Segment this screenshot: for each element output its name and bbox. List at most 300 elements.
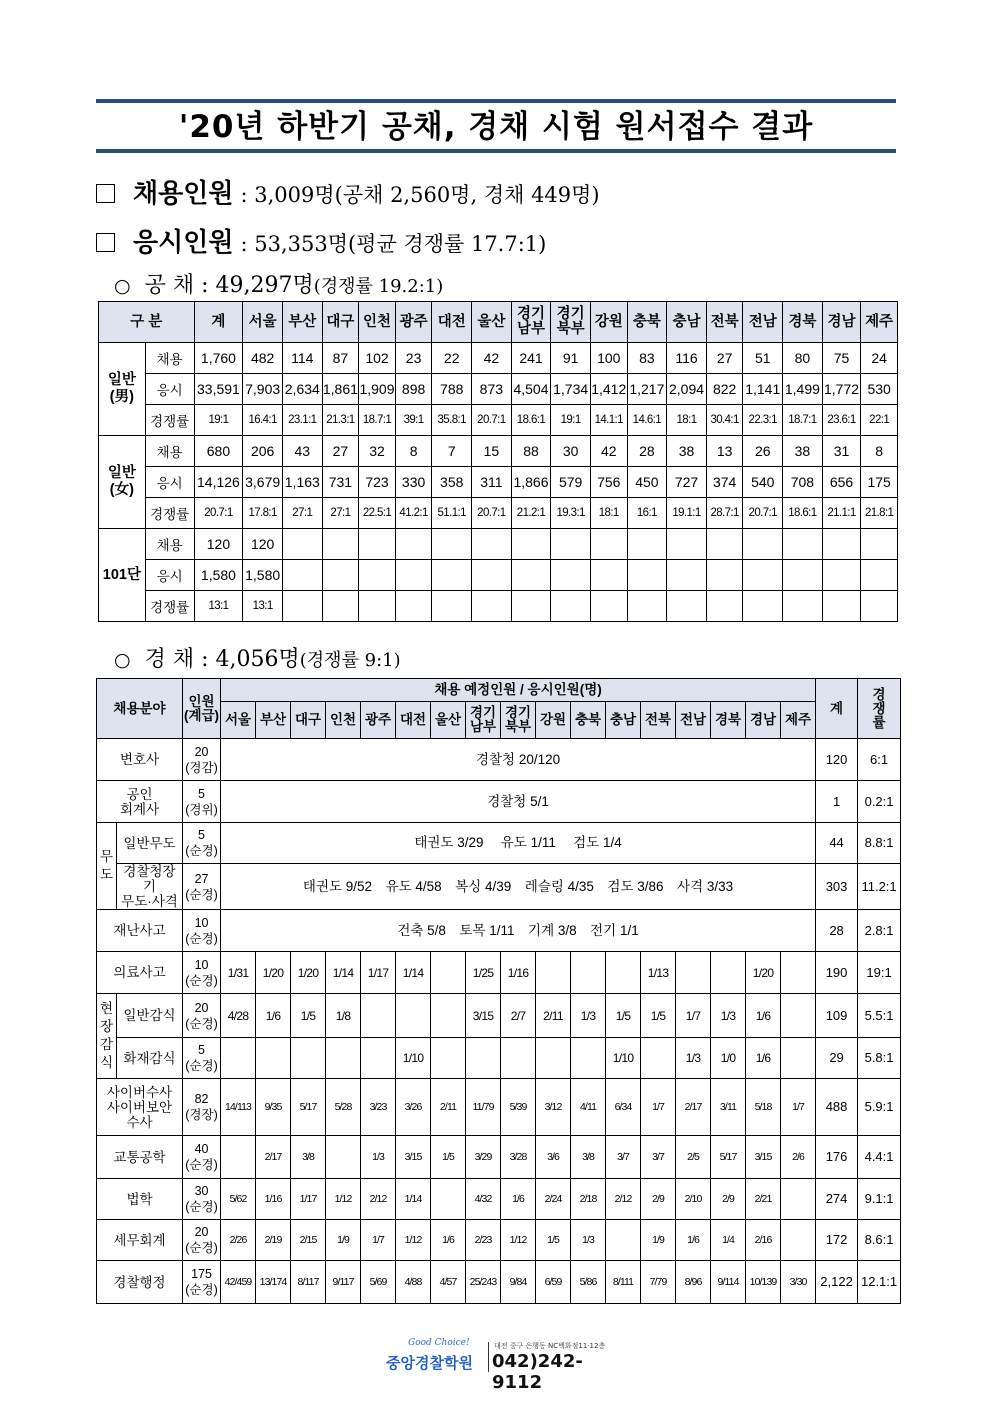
col-header: 부산 xyxy=(282,302,322,343)
table-cell xyxy=(291,1038,326,1079)
col-header-region: 충북 xyxy=(571,702,606,739)
table-cell xyxy=(783,560,823,591)
table-cell: 1/16 xyxy=(256,1179,291,1220)
table-cell: 3/30 xyxy=(781,1261,816,1304)
table-cell xyxy=(511,591,551,622)
table-cell: 120 xyxy=(243,529,283,560)
col-header-region: 인천 xyxy=(326,702,361,739)
total-cell: 1 xyxy=(816,781,858,823)
total-cell: 109 xyxy=(816,994,858,1038)
table-cell: 3/23 xyxy=(361,1079,396,1136)
hire-label: 채용인원 xyxy=(133,179,234,209)
table-cell: 374 xyxy=(706,467,743,498)
table-cell: 1,141 xyxy=(743,374,783,405)
table-cell xyxy=(395,560,432,591)
table-cell: 5/28 xyxy=(326,1079,361,1136)
table-cell xyxy=(359,529,396,560)
apply-label: 응시인원 xyxy=(133,228,234,258)
table-cell: 19.3:1 xyxy=(551,498,591,529)
col-header: 울산 xyxy=(472,302,512,343)
persons-cell: 30 (순경) xyxy=(183,1179,221,1220)
table-cell: 358 xyxy=(432,467,472,498)
table-cell: 16:1 xyxy=(627,498,667,529)
field-label: 일반감식 xyxy=(117,994,183,1038)
table-cell: 2/11 xyxy=(536,994,571,1038)
table-cell: 25/243 xyxy=(466,1261,501,1304)
table-cell xyxy=(571,1038,606,1079)
persons-cell: 20 (경감) xyxy=(183,739,221,781)
table-cell xyxy=(781,952,816,994)
table-cell: 1/20 xyxy=(746,952,781,994)
table-cell: 2/12 xyxy=(606,1179,641,1220)
table-cell: 2/12 xyxy=(361,1179,396,1220)
table-cell xyxy=(743,560,783,591)
rate-cell: 5.8:1 xyxy=(858,1038,901,1079)
table-cell: 1,909 xyxy=(359,374,396,405)
table-row xyxy=(99,467,898,498)
field-label: 공인 회계사 xyxy=(97,781,183,823)
table-cell xyxy=(606,1220,641,1261)
persons-cell: 10 (순경) xyxy=(183,910,221,952)
table-cell: 3/29 xyxy=(466,1136,501,1179)
table-cell: 2/19 xyxy=(256,1220,291,1261)
table-cell xyxy=(221,1136,256,1179)
table-cell xyxy=(322,560,359,591)
table-cell: 788 xyxy=(432,374,472,405)
table-cell-merged: 태권도 9/52 유도 4/58 복싱 4/39 레슬링 4/35 검도 3/86 사격 3/33 xyxy=(221,864,816,910)
table-cell: 1/12 xyxy=(396,1220,431,1261)
table-cell: 1,734 xyxy=(551,374,591,405)
table-cell: 1/7 xyxy=(676,994,711,1038)
table-cell: 42 xyxy=(472,343,512,374)
table-row xyxy=(99,374,898,405)
table-cell: 9/84 xyxy=(501,1261,536,1304)
col-header-region: 경기 북부 xyxy=(501,702,536,739)
field-label: 화재감식 xyxy=(117,1038,183,1079)
table-row xyxy=(99,560,898,591)
table-row xyxy=(97,823,901,864)
table-cell: 1/3 xyxy=(676,1038,711,1079)
table-cell: 38 xyxy=(783,436,823,467)
table-cell xyxy=(676,952,711,994)
table-cell xyxy=(590,591,627,622)
row-label: 경쟁률 xyxy=(145,498,194,529)
row-label: 경쟁률 xyxy=(145,405,194,436)
table-cell: 727 xyxy=(667,467,707,498)
checkbox-square-icon xyxy=(96,233,115,252)
table-cell xyxy=(282,591,322,622)
table-cell: 1/12 xyxy=(326,1179,361,1220)
open-label: 공 채 : 49,297명 xyxy=(144,273,314,298)
table-cell: 19:1 xyxy=(194,405,243,436)
table-cell: 21.3:1 xyxy=(322,405,359,436)
table-cell xyxy=(861,560,898,591)
table-cell: 1,760 xyxy=(194,343,243,374)
table-cell: 43 xyxy=(282,436,322,467)
table-cell: 13/174 xyxy=(256,1261,291,1304)
footer-phone: 042)242-9112 xyxy=(492,1351,583,1393)
table-cell: 3/12 xyxy=(536,1079,571,1136)
table-cell xyxy=(432,591,472,622)
table-cell: 1/3 xyxy=(571,1220,606,1261)
table-cell xyxy=(627,591,667,622)
table-cell: 731 xyxy=(322,467,359,498)
table-row xyxy=(97,1261,901,1304)
table-cell: 1/9 xyxy=(326,1220,361,1261)
table-cell: 18:1 xyxy=(667,405,707,436)
table-cell: 14.1:1 xyxy=(590,405,627,436)
col-header: 경기 남부 xyxy=(511,302,551,343)
table-cell: 2/21 xyxy=(746,1179,781,1220)
rate-cell: 8.6:1 xyxy=(858,1220,901,1261)
table-cell: 1/6 xyxy=(256,994,291,1038)
table-cell: 42/459 xyxy=(221,1261,256,1304)
table-cell xyxy=(472,560,512,591)
rate-cell: 2.8:1 xyxy=(858,910,901,952)
table-cell xyxy=(432,529,472,560)
table-cell xyxy=(361,994,396,1038)
table-cell: 8/96 xyxy=(676,1261,711,1304)
table-cell: 4/57 xyxy=(431,1261,466,1304)
table-cell xyxy=(432,560,472,591)
table-cell: 756 xyxy=(590,467,627,498)
table-cell: 13 xyxy=(706,436,743,467)
footer-divider xyxy=(488,1342,489,1372)
col-header: 계 xyxy=(194,302,243,343)
table-row xyxy=(97,1079,901,1136)
table-cell: 1/6 xyxy=(501,1179,536,1220)
col-header-region: 제주 xyxy=(781,702,816,739)
table-cell: 1,866 xyxy=(511,467,551,498)
table-row xyxy=(99,436,898,467)
col-header-group: 채용 예정인원 / 응시인원(명) xyxy=(221,679,816,702)
table-cell xyxy=(472,529,512,560)
table-cell: 102 xyxy=(359,343,396,374)
group-label: 일반 (男) xyxy=(99,343,146,436)
col-header-region: 전남 xyxy=(676,702,711,739)
table-cell: 2/9 xyxy=(641,1179,676,1220)
persons-cell: 5 (순경) xyxy=(183,1038,221,1079)
table-row xyxy=(99,405,898,436)
col-header: 경남 xyxy=(822,302,861,343)
table-cell: 9/114 xyxy=(711,1261,746,1304)
table-cell xyxy=(822,591,861,622)
col-header-region: 경북 xyxy=(711,702,746,739)
table-cell: 35.8:1 xyxy=(432,405,472,436)
table-cell: 708 xyxy=(783,467,823,498)
table-cell: 23.6:1 xyxy=(822,405,861,436)
table-cell: 23.1:1 xyxy=(282,405,322,436)
page-title: '20년 하반기 공채, 경채 시험 원서접수 결과 xyxy=(178,109,814,145)
table-cell xyxy=(359,560,396,591)
table-cell: 1,580 xyxy=(243,560,283,591)
table-cell: 26 xyxy=(743,436,783,467)
table-cell: 27 xyxy=(706,343,743,374)
col-header-region: 충남 xyxy=(606,702,641,739)
table-cell: 11/79 xyxy=(466,1079,501,1136)
title-block xyxy=(96,99,896,153)
table-cell: 1/0 xyxy=(711,1038,746,1079)
table-cell: 680 xyxy=(194,436,243,467)
table-cell: 8/117 xyxy=(291,1261,326,1304)
row-label: 응시 xyxy=(145,560,194,591)
circle-bullet-icon: ○ xyxy=(114,649,131,671)
table-cell: 1,772 xyxy=(822,374,861,405)
total-cell: 2,122 xyxy=(816,1261,858,1304)
total-cell: 44 xyxy=(816,823,858,864)
table-cell: 21.8:1 xyxy=(861,498,898,529)
rate-cell: 11.2:1 xyxy=(858,864,901,910)
career-section-heading xyxy=(114,642,401,673)
table-cell: 1/14 xyxy=(396,1179,431,1220)
col-header-region: 강원 xyxy=(536,702,571,739)
col-header: 인천 xyxy=(359,302,396,343)
table-row xyxy=(97,1038,901,1079)
persons-cell: 82 (경장) xyxy=(183,1079,221,1136)
table-cell xyxy=(781,1038,816,1079)
table-cell: 22:1 xyxy=(861,405,898,436)
table-cell: 14/113 xyxy=(221,1079,256,1136)
persons-cell: 5 (경위) xyxy=(183,781,221,823)
table-cell: 2/24 xyxy=(536,1179,571,1220)
table-cell: 2/9 xyxy=(711,1179,746,1220)
table-cell-merged: 건축 5/8 토목 1/11 기계 3/8 전기 1/1 xyxy=(221,910,816,952)
persons-cell: 5 (순경) xyxy=(183,823,221,864)
table-cell: 5/17 xyxy=(291,1079,326,1136)
checkbox-square-icon xyxy=(96,184,115,203)
row-label: 채용 xyxy=(145,529,194,560)
table-cell: 5/18 xyxy=(746,1079,781,1136)
table-cell: 17.8:1 xyxy=(243,498,283,529)
table-cell: 1,861 xyxy=(322,374,359,405)
title-rule-top xyxy=(96,99,896,103)
footer-address: 대전 중구 은행동 NC백화점11·12층 xyxy=(494,1342,606,1350)
table-cell: 1/20 xyxy=(291,952,326,994)
apply-value: : 53,353명(평균 경쟁률 17.7:1) xyxy=(240,232,547,256)
group-label: 현 장 감 식 xyxy=(97,994,117,1079)
table-cell: 18.6:1 xyxy=(511,405,551,436)
col-header: 강원 xyxy=(590,302,627,343)
table-cell: 1/10 xyxy=(606,1038,641,1079)
table-cell: 1/17 xyxy=(361,952,396,994)
col-header-region: 대전 xyxy=(396,702,431,739)
table-cell xyxy=(322,591,359,622)
rate-cell: 19:1 xyxy=(858,952,901,994)
table-row xyxy=(97,739,901,781)
total-cell: 190 xyxy=(816,952,858,994)
table-cell: 2/17 xyxy=(256,1136,291,1179)
table-cell: 7/79 xyxy=(641,1261,676,1304)
table-cell xyxy=(743,591,783,622)
table-cell: 28 xyxy=(627,436,667,467)
table-cell: 1/16 xyxy=(501,952,536,994)
table-cell: 175 xyxy=(861,467,898,498)
table-cell: 3/15 xyxy=(466,994,501,1038)
summary-hire xyxy=(96,173,600,210)
table-cell: 5/69 xyxy=(361,1261,396,1304)
table-cell: 114 xyxy=(282,343,322,374)
table-cell: 5/39 xyxy=(501,1079,536,1136)
open-section-heading xyxy=(114,268,443,299)
table-cell: 2/15 xyxy=(291,1220,326,1261)
table-cell: 2,094 xyxy=(667,374,707,405)
row-label: 채용 xyxy=(145,436,194,467)
table-cell xyxy=(627,529,667,560)
table-cell: 8 xyxy=(861,436,898,467)
table-cell: 5/17 xyxy=(711,1136,746,1179)
circle-bullet-icon: ○ xyxy=(114,275,131,297)
table-cell xyxy=(667,591,707,622)
col-header: 충북 xyxy=(627,302,667,343)
table-cell: 1/6 xyxy=(746,994,781,1038)
persons-cell: 20 (순경) xyxy=(183,994,221,1038)
field-label: 경찰행정 xyxy=(97,1261,183,1304)
group-label: 101단 xyxy=(99,529,146,622)
table-cell xyxy=(571,952,606,994)
table-row xyxy=(97,910,901,952)
table-cell: 75 xyxy=(822,343,861,374)
table-cell xyxy=(861,591,898,622)
table-row xyxy=(99,343,898,374)
table-cell: 2/5 xyxy=(676,1136,711,1179)
table-cell: 1/6 xyxy=(431,1220,466,1261)
table-cell: 116 xyxy=(667,343,707,374)
table-cell: 51.1:1 xyxy=(432,498,472,529)
col-header-region: 서울 xyxy=(221,702,256,739)
table-cell: 87 xyxy=(322,343,359,374)
table-cell xyxy=(781,1220,816,1261)
table-cell: 1/5 xyxy=(536,1220,571,1261)
table-cell: 4,504 xyxy=(511,374,551,405)
table-cell: 3/6 xyxy=(536,1136,571,1179)
table-cell: 9/117 xyxy=(326,1261,361,1304)
table-cell: 530 xyxy=(861,374,898,405)
table-cell: 6/59 xyxy=(536,1261,571,1304)
field-label: 재난사고 xyxy=(97,910,183,952)
table-cell xyxy=(396,994,431,1038)
table-cell: 5/62 xyxy=(221,1179,256,1220)
col-header: 전남 xyxy=(743,302,783,343)
table-cell: 3/15 xyxy=(396,1136,431,1179)
table-row xyxy=(97,781,901,823)
col-header-total: 계 xyxy=(816,679,858,739)
total-cell: 303 xyxy=(816,864,858,910)
table-cell xyxy=(361,1038,396,1079)
table-cell: 32 xyxy=(359,436,396,467)
rate-cell: 4.4:1 xyxy=(858,1136,901,1179)
table-cell: 15 xyxy=(472,436,512,467)
persons-cell: 40 (순경) xyxy=(183,1136,221,1179)
total-cell: 488 xyxy=(816,1079,858,1136)
table-cell: 898 xyxy=(395,374,432,405)
table-cell xyxy=(667,560,707,591)
table-cell: 1/3 xyxy=(711,994,746,1038)
table-cell: 18.6:1 xyxy=(783,498,823,529)
rate-cell: 6:1 xyxy=(858,739,901,781)
table-cell: 20.7:1 xyxy=(472,498,512,529)
table-cell xyxy=(466,1038,501,1079)
table-cell: 13:1 xyxy=(194,591,243,622)
table-cell: 2/7 xyxy=(501,994,536,1038)
table-cell xyxy=(706,591,743,622)
table-cell: 18.7:1 xyxy=(359,405,396,436)
table-cell xyxy=(431,1179,466,1220)
footer-logo xyxy=(386,1338,616,1393)
col-header-region: 대구 xyxy=(291,702,326,739)
table-cell: 7,903 xyxy=(243,374,283,405)
col-header: 경기 북부 xyxy=(551,302,591,343)
table-cell: 1,580 xyxy=(194,560,243,591)
col-header: 충남 xyxy=(667,302,707,343)
table-cell: 1/3 xyxy=(571,994,606,1038)
table-cell: 1,217 xyxy=(627,374,667,405)
table-row xyxy=(97,1179,901,1220)
table-cell: 14,126 xyxy=(194,467,243,498)
table-cell: 1/12 xyxy=(501,1220,536,1261)
col-header-region: 전북 xyxy=(641,702,676,739)
table-cell: 1/14 xyxy=(396,952,431,994)
table-cell: 1,163 xyxy=(282,467,322,498)
col-header-region: 광주 xyxy=(361,702,396,739)
table-cell: 1/5 xyxy=(431,1136,466,1179)
table-cell: 1/25 xyxy=(466,952,501,994)
table-cell: 3/8 xyxy=(291,1136,326,1179)
table-cell: 1/8 xyxy=(326,994,361,1038)
table-cell xyxy=(822,529,861,560)
table-cell: 3/15 xyxy=(746,1136,781,1179)
table-cell: 2/26 xyxy=(221,1220,256,1261)
table-cell: 20.7:1 xyxy=(194,498,243,529)
table-row xyxy=(97,994,901,1038)
table-cell: 28.7:1 xyxy=(706,498,743,529)
career-recruitment-table xyxy=(96,678,901,1304)
header-row xyxy=(99,302,898,343)
table-cell: 2/16 xyxy=(746,1220,781,1261)
table-cell xyxy=(536,952,571,994)
table-cell: 16.4:1 xyxy=(243,405,283,436)
table-cell xyxy=(511,529,551,560)
table-cell: 540 xyxy=(743,467,783,498)
table-cell: 22.3:1 xyxy=(743,405,783,436)
row-label: 응시 xyxy=(145,467,194,498)
table-cell: 241 xyxy=(511,343,551,374)
title-rule-bottom xyxy=(96,149,896,153)
table-cell: 2/18 xyxy=(571,1179,606,1220)
table-cell: 8 xyxy=(395,436,432,467)
table-cell xyxy=(706,560,743,591)
col-header: 광주 xyxy=(395,302,432,343)
table-row xyxy=(97,1136,901,1179)
table-cell: 3/11 xyxy=(711,1079,746,1136)
table-row xyxy=(99,591,898,622)
table-cell: 822 xyxy=(706,374,743,405)
table-cell: 10/139 xyxy=(746,1261,781,1304)
open-note: (경쟁률 19.2:1) xyxy=(313,276,444,297)
row-label: 응시 xyxy=(145,374,194,405)
table-cell: 1/3 xyxy=(361,1136,396,1179)
table-cell: 873 xyxy=(472,374,512,405)
persons-cell: 20 (순경) xyxy=(183,1220,221,1261)
table-cell: 21.1:1 xyxy=(822,498,861,529)
table-cell: 7 xyxy=(432,436,472,467)
table-cell: 24 xyxy=(861,343,898,374)
table-cell: 1/7 xyxy=(361,1220,396,1261)
field-label: 교통공학 xyxy=(97,1136,183,1179)
table-cell: 38 xyxy=(667,436,707,467)
rate-cell: 5.5:1 xyxy=(858,994,901,1038)
table-cell: 8/111 xyxy=(606,1261,641,1304)
table-cell: 206 xyxy=(243,436,283,467)
